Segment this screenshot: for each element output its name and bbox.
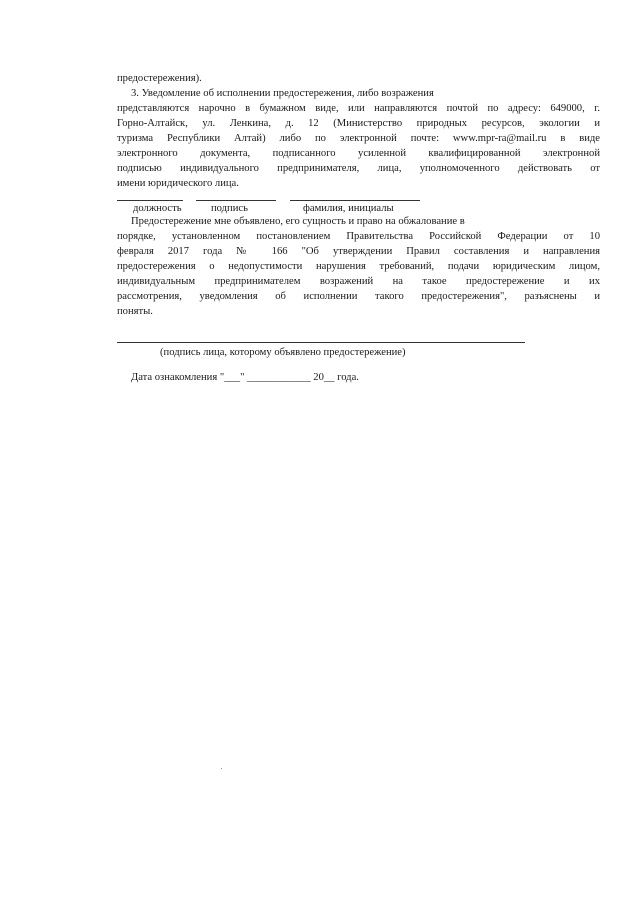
text-line: рассмотрения, уведомления об исполнении такого предостережения", разъяснены и xyxy=(117,291,600,302)
text-line: подписью индивидуального предпринимателя, лица, уполномоченного действовать от xyxy=(117,163,600,174)
acknowledgement-signature-rule xyxy=(117,342,525,343)
signature-rule-name xyxy=(290,200,420,201)
date-line: Дата ознакомления "___" ____________ 20__ года. xyxy=(131,372,359,383)
signature-rule-signature xyxy=(196,200,276,201)
text-line: поняты. xyxy=(117,306,153,317)
text-line: имени юридического лица. xyxy=(117,178,239,189)
scan-speck xyxy=(221,768,222,769)
signature-rule-position xyxy=(117,200,183,201)
label-name: фамилия, инициалы xyxy=(303,203,394,214)
text-line: февраля 2017 года № 166 "Об утверждении Правил составления и направления xyxy=(117,246,600,257)
text-line: Горно-Алтайск, ул. Ленкина, д. 12 (Министерство природных ресурсов, экологии и xyxy=(117,118,600,129)
text-line: предостережения о недопустимости нарушения требований, подачи юридическим лицом, xyxy=(117,261,600,272)
text-line: предостережения). xyxy=(117,73,202,84)
text-line: электронного документа, подписанного усиленной квалифицированной электронной xyxy=(117,148,600,159)
text-line: 3. Уведомление об исполнении предостережения, либо возражения xyxy=(131,88,434,99)
signature-caption: (подпись лица, которому объявлено предостережение) xyxy=(160,347,406,358)
text-line: представляются нарочно в бумажном виде, или направляются почтой по адресу: 649000, г. xyxy=(117,103,600,114)
text-line: порядке, установленном постановлением Правительства Российской Федерации от 10 xyxy=(117,231,600,242)
text-line: индивидуальным предпринимателем возражений на такое предостережение и их xyxy=(117,276,600,287)
text-line: Предостережение мне объявлено, его сущность и право на обжалование в xyxy=(131,216,465,227)
label-signature: подпись xyxy=(211,203,248,214)
text-line: туризма Республики Алтай) либо по электронной почте: www.mpr-ra@mail.ru в виде xyxy=(117,133,600,144)
label-position: должность xyxy=(133,203,182,214)
